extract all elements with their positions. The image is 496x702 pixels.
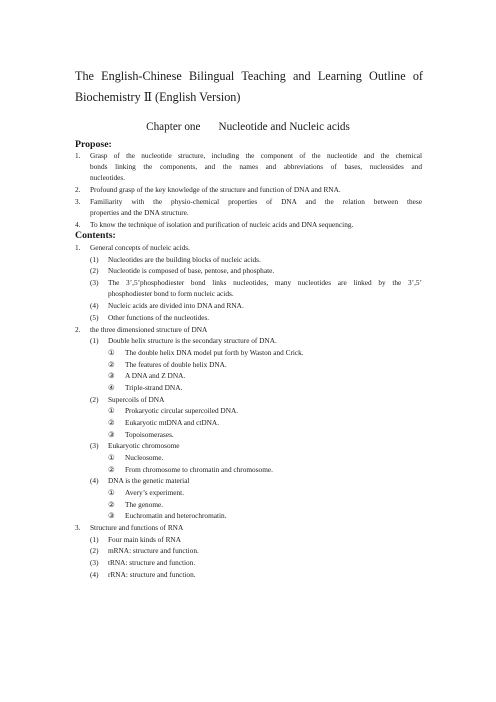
item-text: tRNA: structure and function. <box>108 558 196 567</box>
propose-item-text: Grasp of the nucleotide structure, including the component of the nucleotide and the chemical <box>90 151 422 160</box>
item-text: Nucleotide is composed of base, pentose, and phosphate. <box>108 266 275 275</box>
subitem-number: ② <box>108 360 115 369</box>
item-number: (3) <box>90 278 99 287</box>
document-title-line2: Biochemistry Ⅱ (English Version) <box>75 90 241 104</box>
section-title: General concepts of nucleic acids. <box>90 243 190 252</box>
item-text: mRNA: structure and function. <box>108 546 199 555</box>
item-number: (2) <box>90 266 99 275</box>
propose-item-number: 1. <box>75 151 81 160</box>
item-text: phosphodiester bond to form nucleic acids. <box>108 289 234 298</box>
item-text: Supercoils of DNA <box>108 395 165 404</box>
contents-heading: Contents: <box>75 230 116 241</box>
propose-item-number: 3. <box>75 197 81 206</box>
item-text: rRNA: structure and function. <box>108 570 196 579</box>
subitem-number: ① <box>108 348 115 357</box>
subitem-text: Triple-strand DNA. <box>125 383 183 392</box>
item-text: Nucleotides are the building blocks of nucleic acids. <box>108 255 261 264</box>
chapter-name: Nucleotide and Nucleic acids <box>218 121 350 133</box>
subitem-text: The double helix DNA model put forth by Waston and Crick. <box>125 348 304 357</box>
subitem-number: ② <box>108 465 115 474</box>
item-text: Nucleic acids are divided into DNA and RNA. <box>108 301 244 310</box>
propose-item-text: nucleotides. <box>90 173 126 182</box>
item-text: The 3’,5’phosphodiester bond links nucleotides, many nucleotides are linked by the 3’,5’ <box>108 278 422 287</box>
subitem-text: Eukaryotic mtDNA and ctDNA. <box>125 418 220 427</box>
subitem-text: Euchromatin and heterochromatin. <box>125 511 227 520</box>
item-text: Four main kinds of RNA <box>108 535 181 544</box>
item-text: DNA is the genetic material <box>108 476 190 485</box>
section-number: 2. <box>75 325 81 334</box>
item-number: (4) <box>90 476 99 485</box>
subitem-number: ④ <box>108 383 115 392</box>
subitem-text: The genome. <box>125 500 164 509</box>
subitem-number: ③ <box>108 511 115 520</box>
section-number: 3. <box>75 523 81 532</box>
item-number: (1) <box>90 255 99 264</box>
propose-item-text: bonds linking the components, and the names and abbreviations of bases, nucleosides and <box>90 162 422 171</box>
subitem-text: Avery’s experiment. <box>125 488 185 497</box>
item-number: (4) <box>90 570 99 579</box>
chapter-label: Chapter one <box>146 121 201 133</box>
document-title-line1: The English-Chinese Bilingual Teaching and Learning Outline of <box>75 69 423 83</box>
subitem-number: ① <box>108 406 115 415</box>
chapter-heading <box>0 121 496 133</box>
subitem-text: Nucleosome. <box>125 453 164 462</box>
subitem-text: The features of double helix DNA. <box>125 360 227 369</box>
item-number: (1) <box>90 336 99 345</box>
subitem-text: Prokaryotic circular supercoiled DNA. <box>125 406 239 415</box>
propose-item-number: 2. <box>75 185 81 194</box>
subitem-number: ② <box>108 500 115 509</box>
item-number: (3) <box>90 441 99 450</box>
item-number: (1) <box>90 535 99 544</box>
propose-item-text: To know the technique of isolation and purification of nucleic acids and DNA sequencing. <box>90 220 354 229</box>
propose-item-text: Profound grasp of the key knowledge of the structure and function of DNA and RNA. <box>90 185 341 194</box>
item-text: Eukaryotic chromosome <box>108 441 180 450</box>
item-number: (2) <box>90 395 99 404</box>
section-title: Structure and functions of RNA <box>90 523 184 532</box>
subitem-number: ① <box>108 488 115 497</box>
subitem-number: ② <box>108 418 115 427</box>
subitem-number: ① <box>108 453 115 462</box>
subitem-number: ③ <box>108 371 115 380</box>
item-number: (3) <box>90 558 99 567</box>
section-number: 1. <box>75 243 81 252</box>
item-number: (5) <box>90 313 99 322</box>
propose-item-text: properties and the DNA structure. <box>90 208 189 217</box>
item-number: (4) <box>90 301 99 310</box>
section-title: the three dimensioned structure of DNA <box>90 325 208 334</box>
item-text: Other functions of the nucleotides. <box>108 313 210 322</box>
item-text: Double helix structure is the secondary structure of DNA. <box>108 336 277 345</box>
item-number: (2) <box>90 546 99 555</box>
subitem-number: ③ <box>108 430 115 439</box>
propose-item-text: Familiarity with the physio-chemical properties of DNA and the relation between these <box>90 197 422 206</box>
subitem-text: A DNA and Z DNA. <box>125 371 186 380</box>
propose-item-number: 4. <box>75 220 81 229</box>
propose-heading: Propose: <box>75 139 112 150</box>
subitem-text: Topoisomerases. <box>125 430 174 439</box>
subitem-text: From chromosome to chromatin and chromosome. <box>125 465 273 474</box>
